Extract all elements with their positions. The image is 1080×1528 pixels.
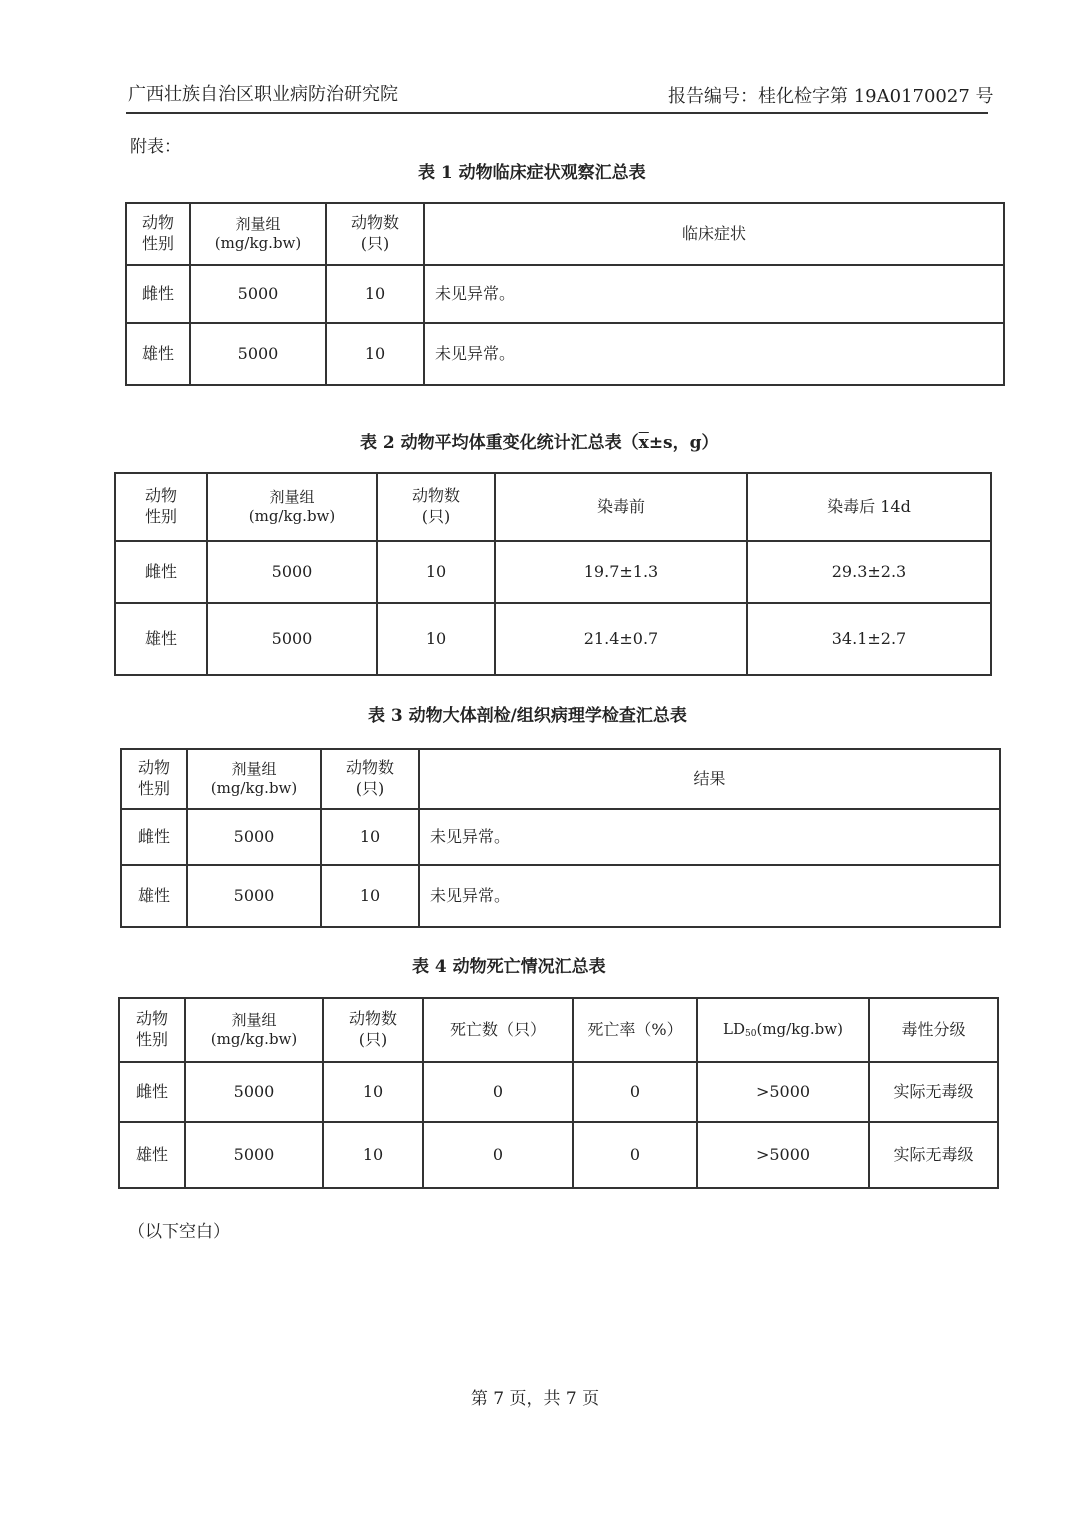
report-number: 报告编号：桂化检字第 19A0170027 号	[668, 86, 994, 107]
cell-rate: 0	[573, 1122, 697, 1188]
table-row	[115, 603, 991, 675]
table4-caption: 表 4 动物死亡情况汇总表	[412, 957, 606, 977]
header-sex-text: 动物 性别	[137, 758, 170, 798]
cell-sex: 雄性	[119, 1122, 185, 1188]
cell-before: 21.4±0.7	[495, 603, 747, 675]
header-sex	[121, 749, 187, 809]
cell-grade: 实际无毒级	[869, 1122, 998, 1188]
cell-after: 34.1±2.7	[747, 603, 991, 675]
cell-result: 未见异常。	[419, 809, 1000, 865]
header-after: 染毒后 14d	[747, 473, 991, 541]
cell-sex: 雄性	[121, 865, 187, 927]
cell-rate: 0	[573, 1062, 697, 1122]
cell-sex: 雄性	[126, 323, 190, 385]
header-dose	[190, 203, 326, 265]
page-number: 第 7 页，共 7 页	[470, 1389, 600, 1409]
cell-dose: 5000	[207, 541, 377, 603]
cell-count: 10	[323, 1122, 423, 1188]
table-header-row	[115, 473, 991, 541]
header-ld50-main: LD	[723, 1019, 746, 1038]
cell-sex: 雌性	[121, 809, 187, 865]
cell-count: 10	[326, 265, 424, 323]
header-divider	[126, 112, 988, 114]
header-dose-text: 剂量组 (mg/kg.bw)	[214, 214, 302, 252]
appendix-label: 附表：	[130, 137, 181, 157]
cell-deaths: 0	[423, 1122, 573, 1188]
cell-ld50: >5000	[697, 1062, 869, 1122]
header-dose	[187, 749, 321, 809]
table3-pathology	[120, 748, 1001, 928]
header-count-text: 动物数 (只)	[348, 1009, 397, 1049]
cell-count: 10	[326, 323, 424, 385]
cell-count: 10	[321, 809, 419, 865]
header-count	[377, 473, 495, 541]
cell-dose: 5000	[185, 1122, 323, 1188]
header-count	[323, 998, 423, 1062]
header-rate: 死亡率（%）	[573, 998, 697, 1062]
table-row	[119, 1122, 998, 1188]
table1-clinical-symptoms	[125, 202, 1005, 386]
cell-result: 未见异常。	[424, 265, 1004, 323]
cell-dose: 5000	[187, 865, 321, 927]
header-sex-text: 动物 性别	[135, 1009, 168, 1049]
header-sex-text: 动物 性别	[141, 213, 174, 253]
cell-dose: 5000	[190, 265, 326, 323]
header-before: 染毒前	[495, 473, 747, 541]
table-row	[121, 809, 1000, 865]
header-dose-text: 剂量组 (mg/kg.bw)	[210, 1010, 298, 1048]
cell-result: 未见异常。	[419, 865, 1000, 927]
table2-body-weight	[114, 472, 992, 676]
cell-count: 10	[377, 541, 495, 603]
table-header-row	[121, 749, 1000, 809]
cell-result: 未见异常。	[424, 323, 1004, 385]
header-sex	[115, 473, 207, 541]
header-count	[321, 749, 419, 809]
table2-caption	[360, 428, 719, 453]
cell-count: 10	[323, 1062, 423, 1122]
cell-before: 19.7±1.3	[495, 541, 747, 603]
header-grade: 毒性分级	[869, 998, 998, 1062]
cell-count: 10	[377, 603, 495, 675]
header-dose	[207, 473, 377, 541]
table2-caption-suffix: ±s，g）	[648, 433, 719, 453]
header-count-text: 动物数 (只)	[350, 213, 399, 253]
header-sex	[126, 203, 190, 265]
institution-name: 广西壮族自治区职业病防治研究院	[128, 84, 398, 105]
cell-dose: 5000	[185, 1062, 323, 1122]
header-dose-text: 剂量组 (mg/kg.bw)	[248, 487, 336, 525]
header-sex	[119, 998, 185, 1062]
table-row	[121, 865, 1000, 927]
table-row	[115, 541, 991, 603]
cell-after: 29.3±2.3	[747, 541, 991, 603]
table4-mortality	[118, 997, 999, 1189]
header-count	[326, 203, 424, 265]
header-dose-text: 剂量组 (mg/kg.bw)	[210, 759, 298, 797]
table-header-row	[119, 998, 998, 1062]
table-header-row	[126, 203, 1004, 265]
table-row	[126, 323, 1004, 385]
header-dose	[185, 998, 323, 1062]
cell-deaths: 0	[423, 1062, 573, 1122]
header-ld50-unit: (mg/kg.bw)	[756, 1019, 843, 1038]
cell-dose: 5000	[187, 809, 321, 865]
table-row	[119, 1062, 998, 1122]
blank-below-note: （以下空白）	[128, 1222, 230, 1242]
header-deaths: 死亡数（只）	[423, 998, 573, 1062]
table2-caption-prefix: 表 2 动物平均体重变化统计汇总表（	[360, 433, 639, 453]
cell-sex: 雄性	[115, 603, 207, 675]
cell-grade: 实际无毒级	[869, 1062, 998, 1122]
table-row	[126, 265, 1004, 323]
cell-sex: 雌性	[115, 541, 207, 603]
cell-count: 10	[321, 865, 419, 927]
header-sex-text: 动物 性别	[144, 486, 177, 526]
cell-dose: 5000	[190, 323, 326, 385]
header-ld50-sub: 50	[745, 1028, 757, 1039]
header-ld50	[697, 998, 869, 1062]
cell-sex: 雌性	[119, 1062, 185, 1122]
table3-caption: 表 3 动物大体剖检/组织病理学检查汇总表	[368, 706, 687, 726]
header-count-text: 动物数 (只)	[411, 486, 460, 526]
cell-dose: 5000	[207, 603, 377, 675]
header-symptom: 临床症状	[424, 203, 1004, 265]
header-result: 结果	[419, 749, 1000, 809]
header-count-text: 动物数 (只)	[345, 758, 394, 798]
table2-caption-mean-symbol: $\overline{x}$	[638, 433, 649, 453]
cell-ld50: >5000	[697, 1122, 869, 1188]
cell-sex: 雌性	[126, 265, 190, 323]
table1-caption: 表 1 动物临床症状观察汇总表	[418, 163, 646, 183]
